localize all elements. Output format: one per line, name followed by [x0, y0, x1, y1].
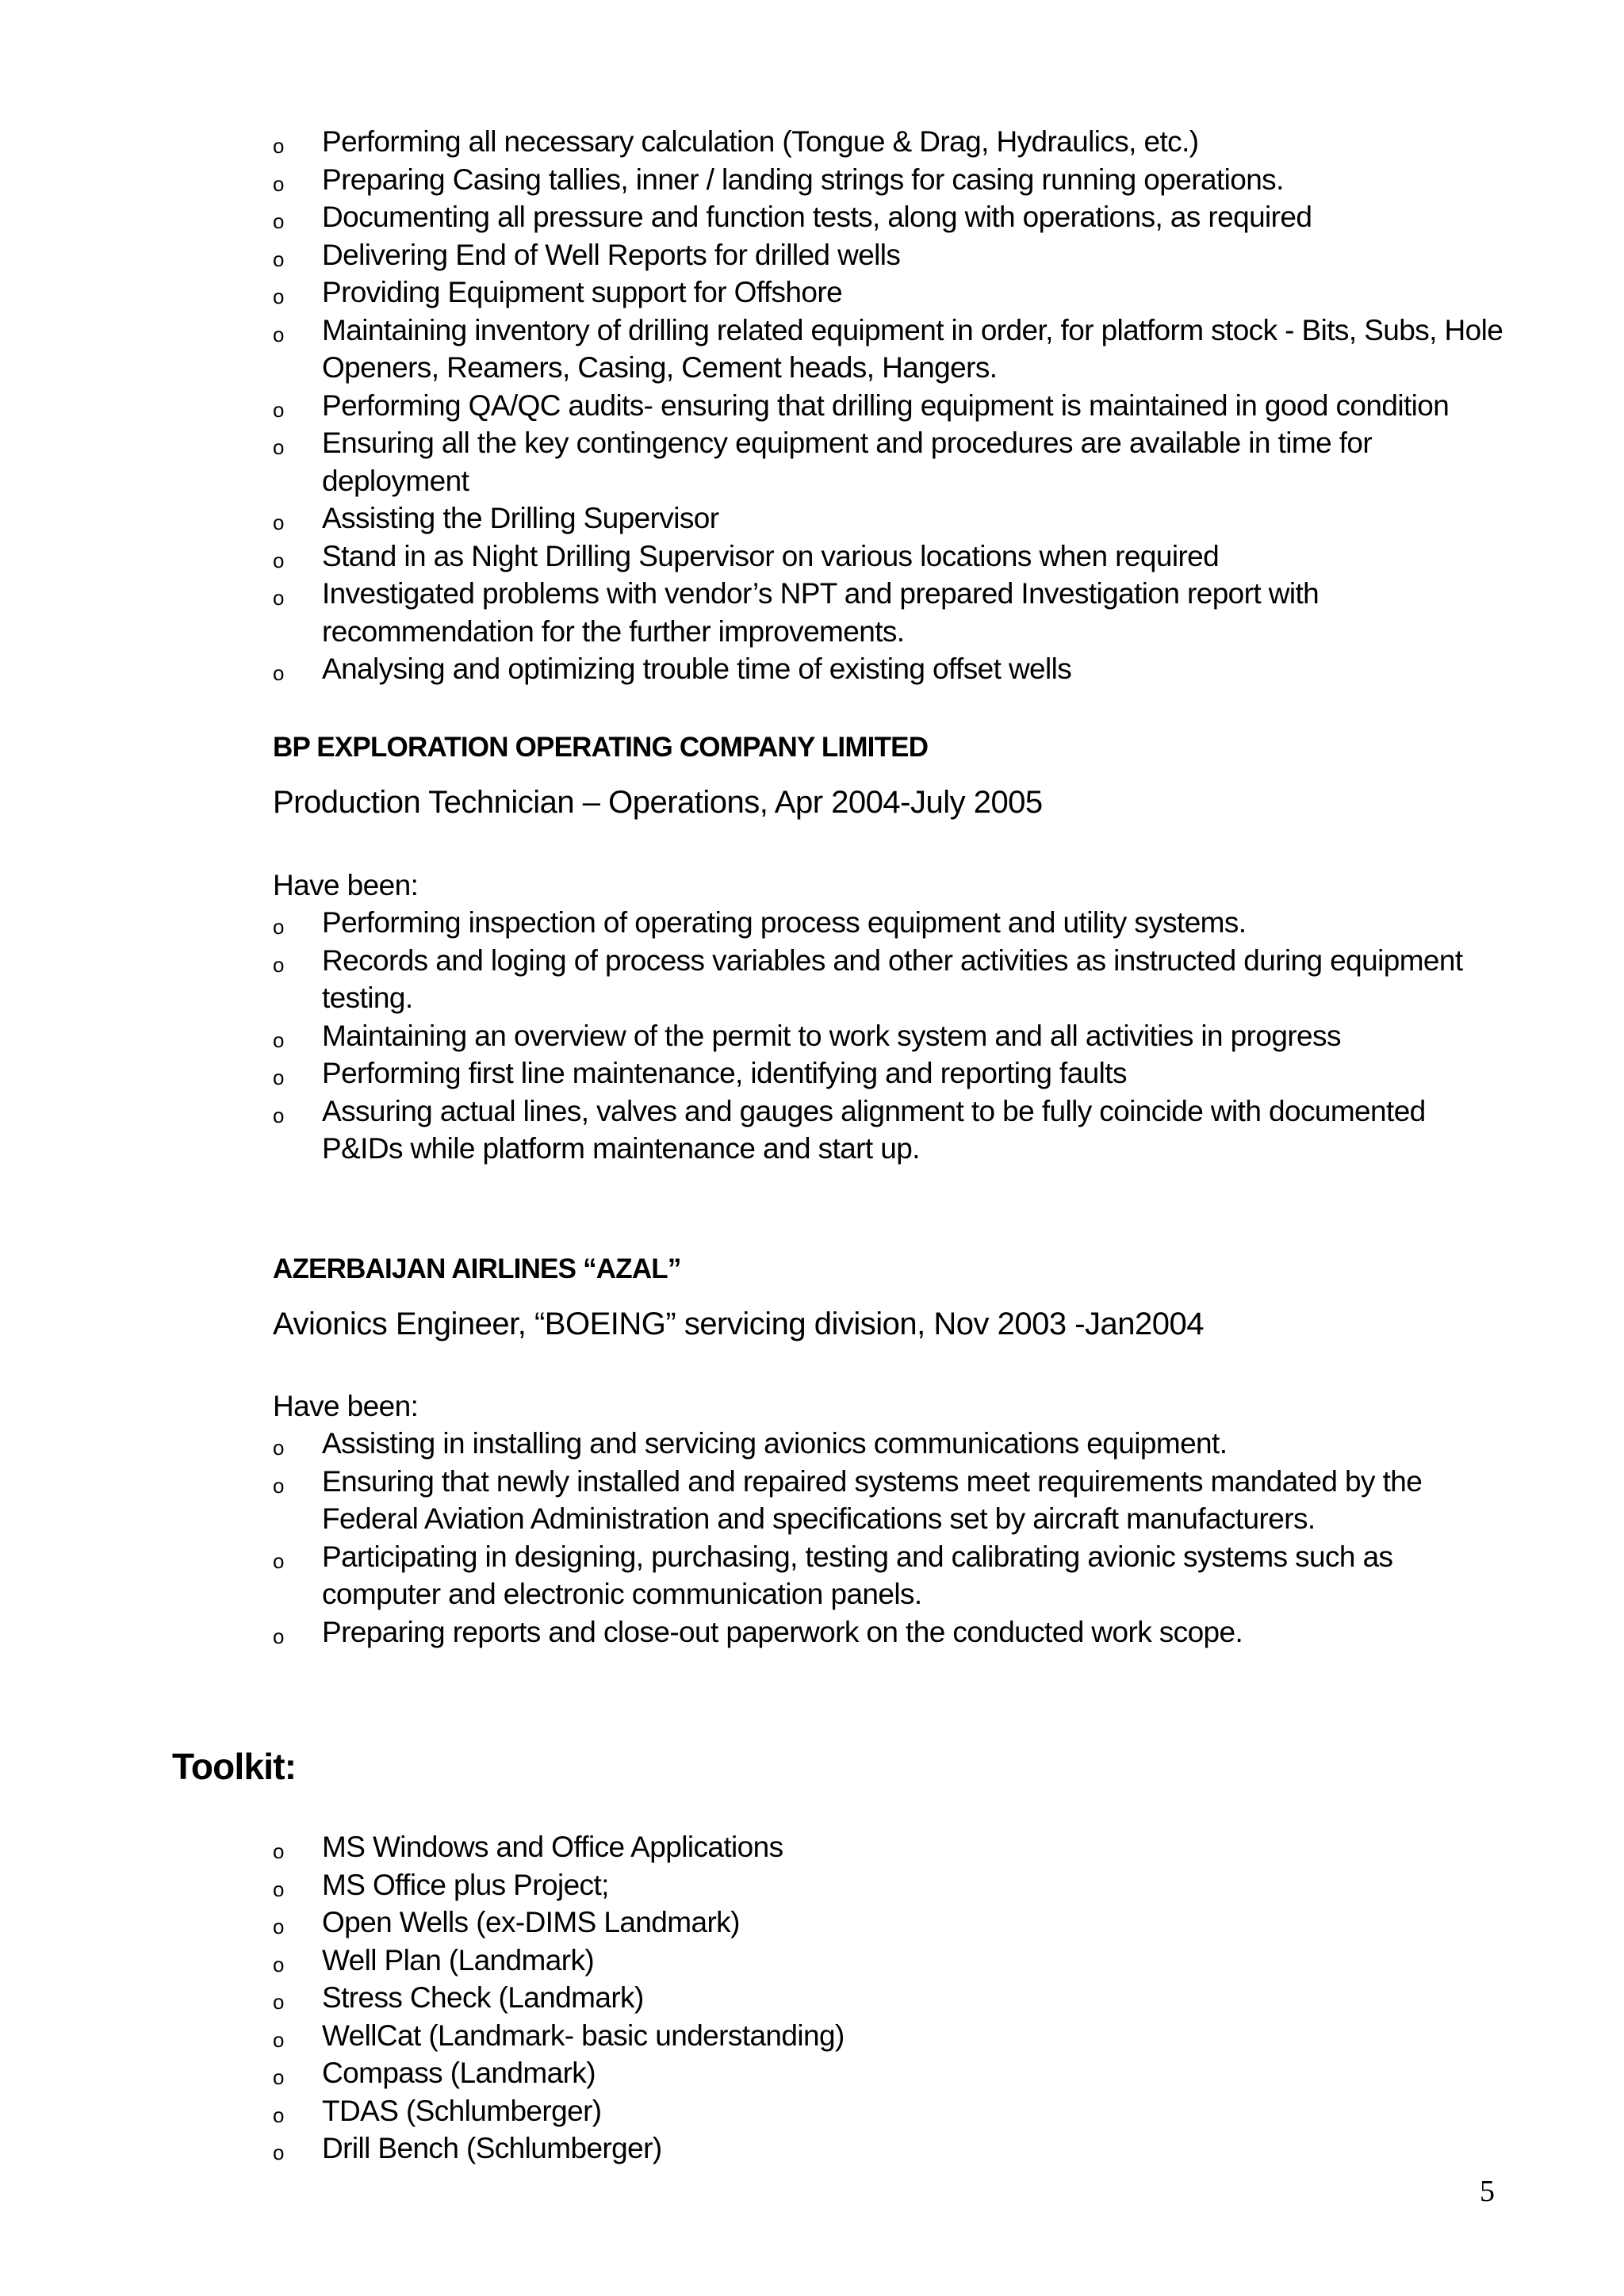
duties-intro: Have been:	[273, 1390, 419, 1422]
list-item: o Assisting the Drilling Supervisor	[273, 499, 1510, 538]
bullet-icon: o	[273, 435, 285, 459]
bullet-icon: o	[273, 915, 285, 939]
list-item: o Ensuring all the key contingency equipment and procedures are available in time for deployment	[273, 427, 1373, 497]
toolkit-title: Toolkit	[172, 1746, 285, 1787]
bullet-icon: o	[273, 2027, 285, 2052]
bullet-icon: o	[273, 1915, 285, 1938]
list-item: o Records and loging of process variables and other activities as instructed during equipment testing.	[273, 943, 1463, 1014]
job-duties-list	[273, 904, 1510, 1168]
duties-intro: Have been:	[273, 869, 419, 901]
job-duties-list	[273, 1425, 1510, 1651]
list-item: o Well Plan (Landmark)	[273, 1942, 1510, 1980]
toolkit-list	[273, 1828, 1510, 2168]
list-item: o Open Wells (ex-DIMS Landmark)	[273, 1904, 1510, 1942]
bullet-icon: o	[273, 2065, 285, 2089]
list-item: o Performing QA/QC audits- ensuring that drilling equipment is maintained in good condition	[273, 387, 1510, 425]
list-item: o TDAS (Schlumberger)	[273, 2092, 1510, 2130]
list-item: o Preparing Casing tallies, inner / landing strings for casing running operations.	[273, 161, 1510, 199]
bullet-icon: o	[273, 1877, 285, 1901]
list-item: o Performing first line maintenance, identifying and reporting faults	[273, 1054, 1510, 1093]
bullet-icon: o	[273, 661, 285, 685]
list-item: o Providing Equipment support for Offshore	[273, 274, 1510, 312]
bullet-icon: o	[273, 511, 285, 534]
company-name: BP EXPLORATION OPERATING COMPANY LIMITED	[273, 732, 929, 763]
company-name: AZERBAIJAN AIRLINES “AZAL”	[273, 1253, 681, 1284]
list-item: o Performing all necessary calculation (Tongue & Drag, Hydraulics, etc.)	[273, 123, 1510, 161]
job-role: Production Technician – Operations, Apr 2004-July 2005	[273, 785, 1043, 820]
bullet-icon: o	[273, 209, 285, 233]
previous-role-duties-list	[273, 123, 1510, 688]
list-item: o WellCat (Landmark- basic understanding)	[273, 2017, 1510, 2055]
bullet-icon: o	[273, 134, 285, 158]
bullet-icon: o	[273, 322, 285, 346]
list-item: o Stand in as Night Drilling Supervisor on various locations when required	[273, 538, 1510, 576]
bullet-icon: o	[273, 1548, 285, 1573]
list-item: o Preparing reports and close-out paperwork on the conducted work scope.	[273, 1613, 1510, 1651]
list-item: o MS Office plus Project;	[273, 1866, 1510, 1904]
list-item: o Maintaining an overview of the permit to work system and all activities in progress	[273, 1017, 1510, 1055]
bullet-icon: o	[273, 1839, 285, 1863]
toolkit-heading	[172, 1744, 296, 1789]
list-item: o Drill Bench (Schlumberger)	[273, 2130, 1510, 2168]
bullet-icon: o	[273, 1066, 285, 1089]
bullet-icon: o	[273, 548, 285, 572]
bullet-icon: o	[273, 285, 285, 308]
list-item: o Assisting in installing and servicing avionics communications equipment.	[273, 1425, 1510, 1463]
bullet-icon: o	[273, 1473, 285, 1498]
list-item: o Performing inspection of operating process equipment and utility systems.	[273, 904, 1510, 942]
bullet-icon: o	[273, 1624, 285, 1648]
bullet-icon: o	[273, 1436, 285, 1460]
list-item: o Delivering End of Well Reports for drilled wells	[273, 236, 1510, 274]
list-item: o MS Windows and Office Applications	[273, 1828, 1510, 1866]
bullet-icon: o	[273, 1103, 285, 1127]
list-item: o Compass (Landmark)	[273, 2054, 1510, 2092]
bullet-icon: o	[273, 2141, 285, 2164]
list-item: o Investigated problems with vendor’s NPT and prepared Investigation report with recommendation for the further improvements.	[273, 577, 1320, 648]
list-item: o Stress Check (Landmark)	[273, 1979, 1510, 2017]
list-item: o Documenting all pressure and function tests, along with operations, as required	[273, 198, 1510, 236]
bullet-icon: o	[273, 171, 285, 196]
page-number: 5	[1480, 2175, 1495, 2208]
list-item: o Maintaining inventory of drilling related equipment in order, for platform stock - Bits, Subs, Hole Openers, Reamers, Casing, Cement heads, Hangers.	[273, 313, 1503, 384]
bullet-icon: o	[273, 1990, 285, 2014]
bullet-icon: o	[273, 1952, 285, 1976]
bullet-icon: o	[273, 2103, 285, 2127]
bullet-icon: o	[273, 247, 285, 271]
bullet-icon: o	[273, 1027, 285, 1052]
list-item: o Assuring actual lines, valves and gauges alignment to be fully coincide with documented P&IDs while platform maintenance and start up.	[273, 1094, 1426, 1165]
bullet-icon: o	[273, 586, 285, 610]
bullet-icon: o	[273, 952, 285, 977]
bullet-icon: o	[273, 397, 285, 422]
list-item: o Analysing and optimizing trouble time of existing offset wells	[273, 650, 1510, 688]
toolkit-title-colon: :	[284, 1746, 297, 1787]
list-item: o Participating in designing, purchasing, testing and calibrating avionic systems such as computer and electronic communication panels.	[273, 1540, 1393, 1610]
list-item: o Ensuring that newly installed and repaired systems meet requirements mandated by the Federal Aviation Administration and specifications set by aircraft manufacturers.	[273, 1464, 1423, 1535]
job-role: Avionics Engineer, “BOEING” servicing division, Nov 2003 -Jan2004	[273, 1307, 1205, 1341]
